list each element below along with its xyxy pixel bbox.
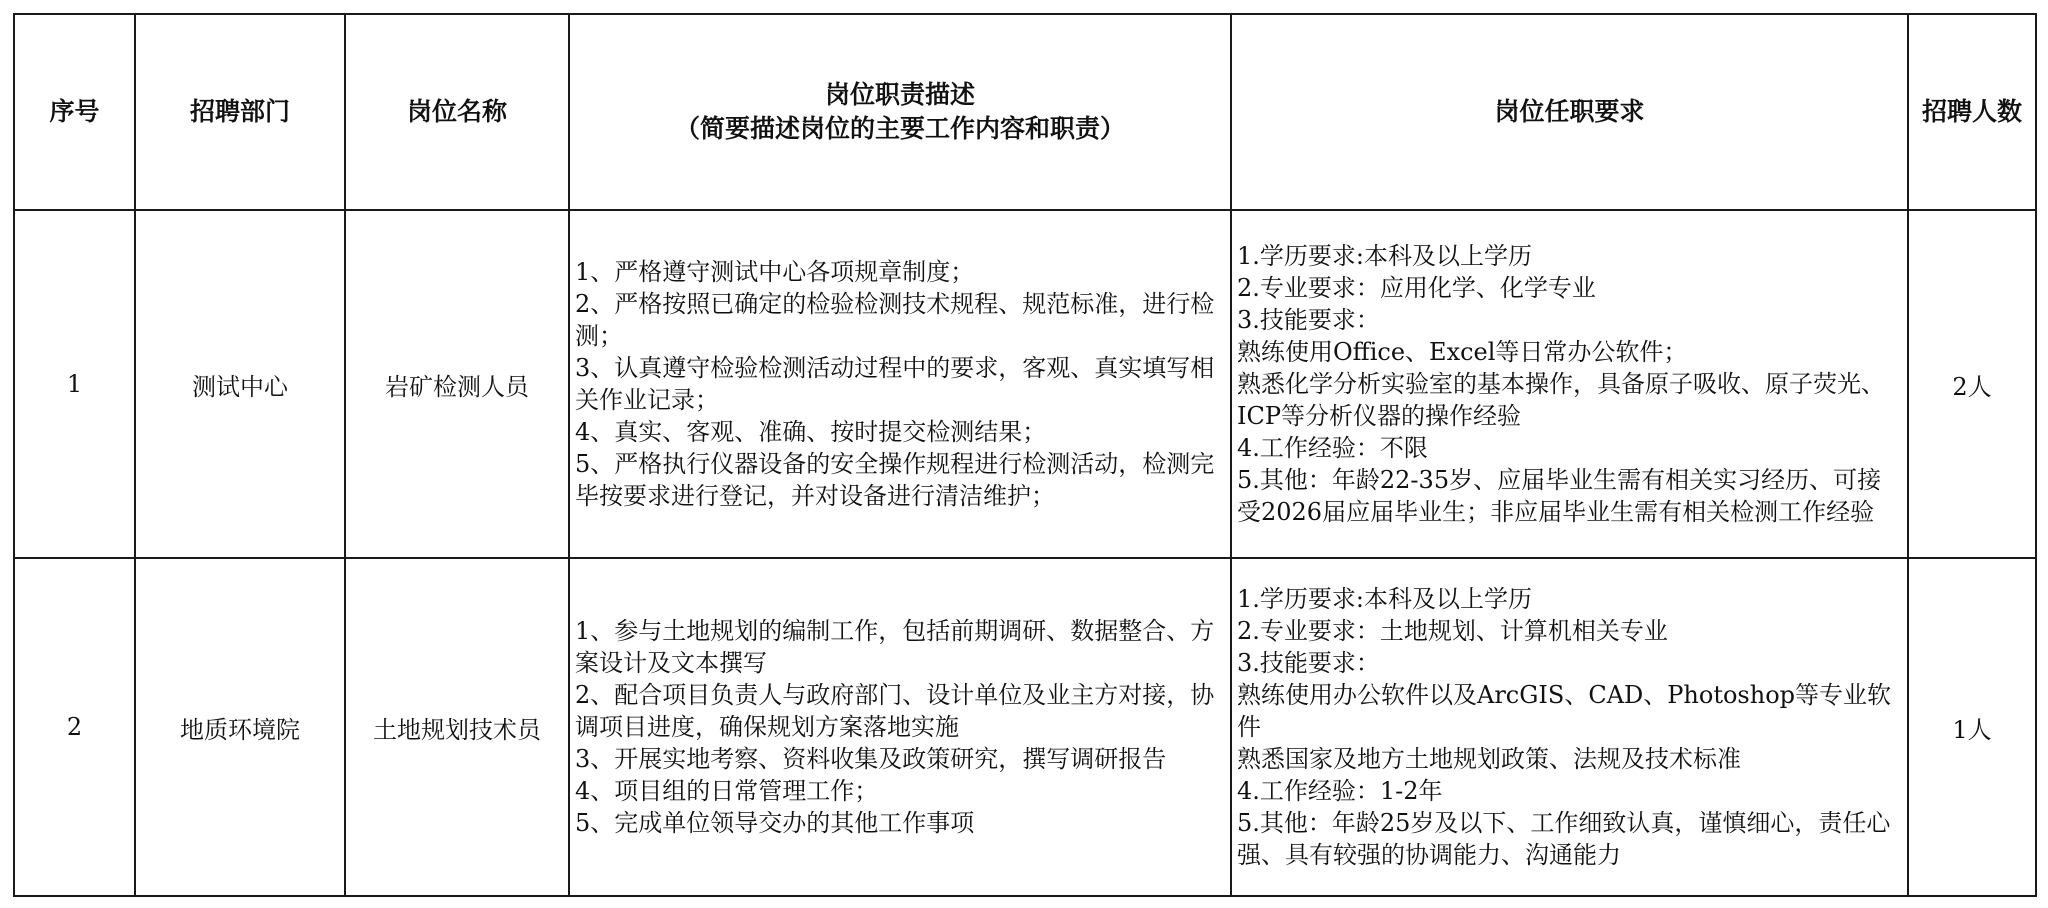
header-requirement: 岗位任职要求 — [1231, 14, 1908, 210]
row-count: 1人 — [1908, 558, 2036, 896]
duty-item: 2、配合项目负责人与政府部门、设计单位及业主方对接，协调项目进度，确保规划方案落地实施 — [575, 681, 1215, 741]
duty-item: 1、严格遵守测试中心各项规章制度； — [575, 258, 975, 286]
row-position: 土地规划技术员 — [345, 558, 569, 896]
table-row — [14, 210, 2036, 558]
requirement-item: 3.技能要求： — [1237, 306, 1380, 334]
row-count: 2人 — [1908, 210, 2036, 558]
requirement-item: 4.工作经验：1-2年 — [1237, 777, 1443, 805]
header-duty-title: 岗位职责描述 — [824, 80, 975, 109]
duty-item: 3、开展实地考察、资料收集及政策研究，撰写调研报告 — [575, 745, 1167, 773]
row-requirements — [1231, 558, 1908, 896]
table-row — [14, 558, 2036, 896]
requirement-item: 1.学历要求:本科及以上学历 — [1237, 242, 1532, 270]
duty-item: 3、认真遵守检验检测活动过程中的要求，客观、真实填写相关作业记录； — [575, 354, 1215, 414]
row-requirements — [1231, 210, 1908, 558]
requirement-item: 4.工作经验：不限 — [1237, 434, 1428, 462]
header-count: 招聘人数 — [1908, 14, 2036, 210]
row-position: 岩矿检测人员 — [345, 210, 569, 558]
header-duty-subtitle: （简要描述岗位的主要工作内容和职责） — [674, 114, 1125, 143]
duty-item: 4、真实、客观、准确、按时提交检测结果； — [575, 418, 1047, 446]
requirement-item: 熟悉国家及地方土地规划政策、法规及技术标准 — [1237, 745, 1741, 773]
requirement-item: 熟练使用办公软件以及ArcGIS、CAD、Photoshop等专业软件 — [1237, 681, 1892, 741]
duty-item: 1、参与土地规划的编制工作，包括前期调研、数据整合、方案设计及文本撰写 — [575, 617, 1215, 677]
header-position: 岗位名称 — [345, 14, 569, 210]
row-no: 1 — [14, 210, 135, 558]
header-row — [14, 14, 2036, 210]
row-dept: 地质环境院 — [135, 558, 345, 896]
requirement-item: 2.专业要求：应用化学、化学专业 — [1237, 274, 1596, 302]
duty-item: 5、完成单位领导交办的其他工作事项 — [575, 809, 975, 837]
duty-item: 4、项目组的日常管理工作； — [575, 777, 879, 805]
duty-item: 5、严格执行仪器设备的安全操作规程进行检测活动，检测完毕按要求进行登记，并对设备进行清洁维护； — [575, 450, 1215, 510]
recruitment-table — [13, 13, 2037, 897]
requirement-item: 5.其他：年龄22-35岁、应届毕业生需有相关实习经历、可接受2026届应届毕业生；非应届毕业生需有相关检测工作经验 — [1237, 466, 1882, 526]
requirement-item: 5.其他：年龄25岁及以下、工作细致认真，谨慎细心，责任心强、具有较强的协调能力、沟通能力 — [1237, 809, 1891, 869]
requirement-item: 1.学历要求:本科及以上学历 — [1237, 585, 1532, 613]
row-no: 2 — [14, 558, 135, 896]
row-duties — [569, 210, 1231, 558]
requirement-item: 熟悉化学分析实验室的基本操作，具备原子吸收、原子荧光、ICP等分析仪器的操作经验 — [1237, 370, 1885, 430]
requirement-item: 2.专业要求：土地规划、计算机相关专业 — [1237, 617, 1668, 645]
requirement-item: 熟练使用Office、Excel等日常办公软件； — [1237, 338, 1688, 366]
row-duties — [569, 558, 1231, 896]
header-duty — [569, 14, 1231, 210]
header-dept: 招聘部门 — [135, 14, 345, 210]
header-no: 序号 — [14, 14, 135, 210]
requirement-item: 3.技能要求： — [1237, 649, 1380, 677]
duty-item: 2、严格按照已确定的检验检测技术规程、规范标准，进行检测； — [575, 290, 1215, 350]
row-dept: 测试中心 — [135, 210, 345, 558]
